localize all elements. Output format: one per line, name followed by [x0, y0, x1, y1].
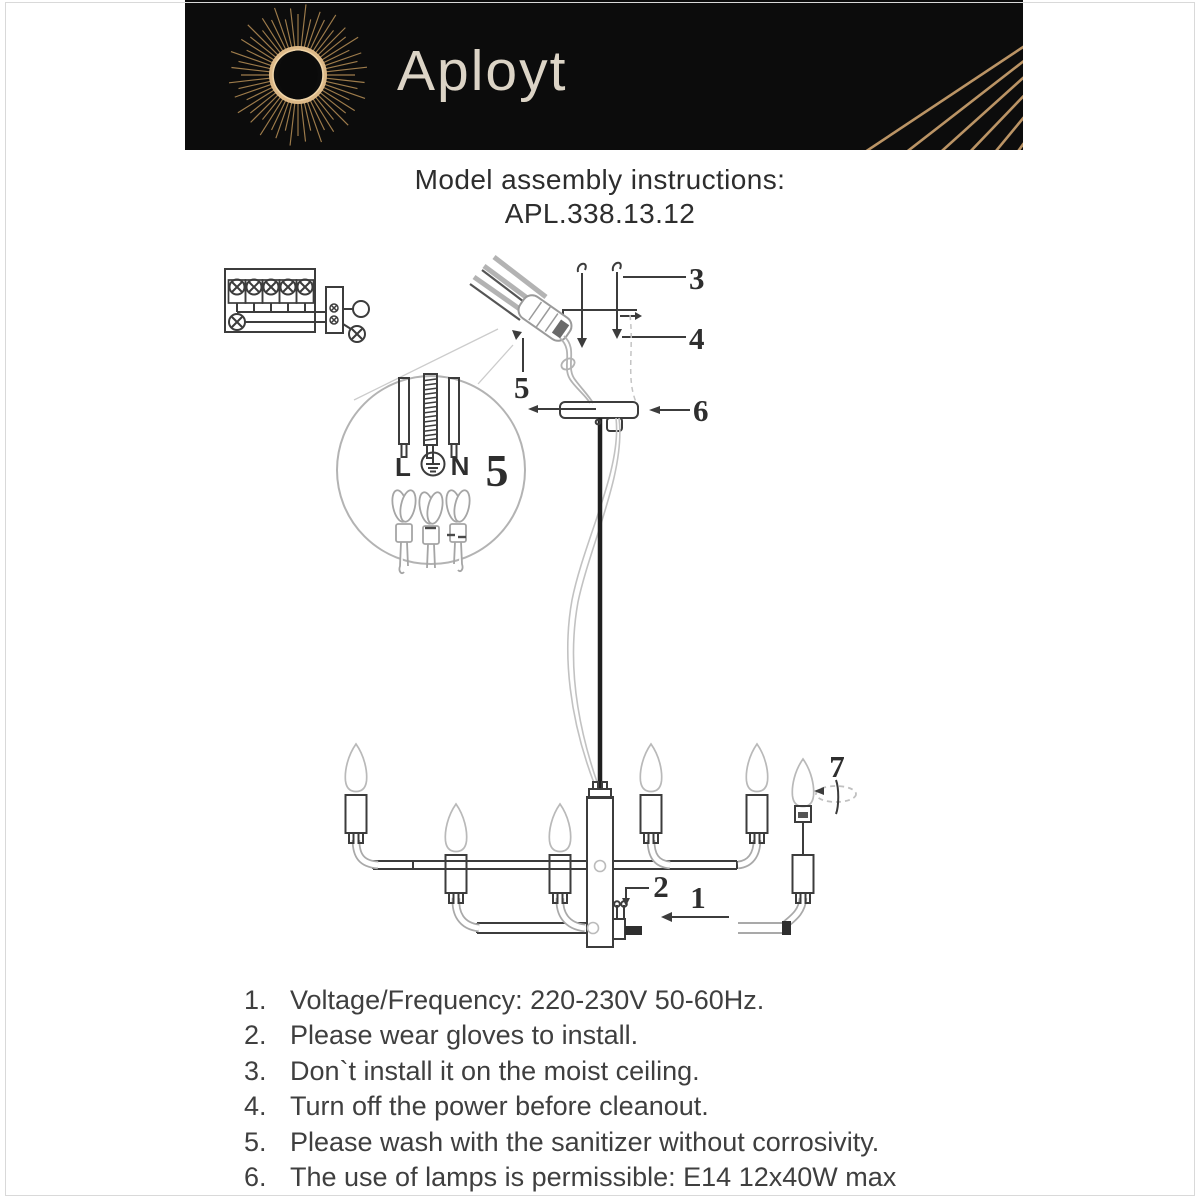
callout-4: 4 — [689, 321, 705, 356]
instruction-item: 3. Don`t install it on the moist ceiling. — [244, 1055, 700, 1086]
model-number: APL.338.13.12 — [504, 198, 696, 229]
magnifier-step-number: 5 — [485, 445, 509, 496]
tube-ferrule — [782, 921, 791, 935]
candle-holders — [346, 795, 814, 903]
ceiling-canopy-detail — [528, 393, 709, 431]
instruction-item: 1. Voltage/Frequency: 220-230V 50-60Hz. — [244, 985, 765, 1015]
instructions-list — [244, 983, 1004, 1195]
rotation-indicator — [814, 749, 856, 814]
callout-6: 6 — [693, 393, 709, 428]
assembly-diagram — [180, 240, 900, 980]
detached-arm-tube — [738, 923, 786, 933]
instruction-item: 4. Turn off the power before cleanout. — [244, 1091, 709, 1122]
header-banner — [185, 0, 1023, 150]
callout-1: 1 — [690, 880, 706, 915]
hook-bolts-detail — [563, 261, 705, 402]
callout-2: 2 — [653, 869, 669, 904]
callout-2-group — [622, 869, 669, 906]
page-title: Model assembly instructions: — [414, 164, 786, 195]
brand-wordmark: Aployt — [397, 39, 568, 103]
instruction-item: 5. Please wash with the sanitizer without corrosivity. — [244, 1126, 880, 1157]
callout-1-group — [661, 880, 729, 922]
chandelier-arms — [373, 861, 737, 933]
terminal-block-detail — [225, 269, 369, 342]
callout-7: 7 — [829, 749, 845, 784]
wiring-magnifier-detail — [337, 374, 525, 573]
candle-tubes — [356, 840, 803, 928]
bulb-socket-detail — [795, 806, 811, 855]
callout-5: 5 — [514, 370, 530, 405]
wire-connector-detail — [354, 257, 593, 405]
decorative-rays-icon — [185, 0, 1023, 150]
live-label: L — [395, 452, 411, 482]
candle-bulbs — [345, 744, 813, 852]
arm-socket-plug — [625, 926, 642, 935]
neutral-label: N — [450, 451, 470, 481]
instruction-item: 2. Please wear gloves to install. — [244, 1020, 639, 1051]
suspension-rod — [568, 418, 620, 790]
central-column — [587, 782, 642, 947]
callout-3: 3 — [689, 261, 705, 296]
instruction-item: 6. The use of lamps is permissible: E14 12x40W max — [244, 1162, 897, 1193]
